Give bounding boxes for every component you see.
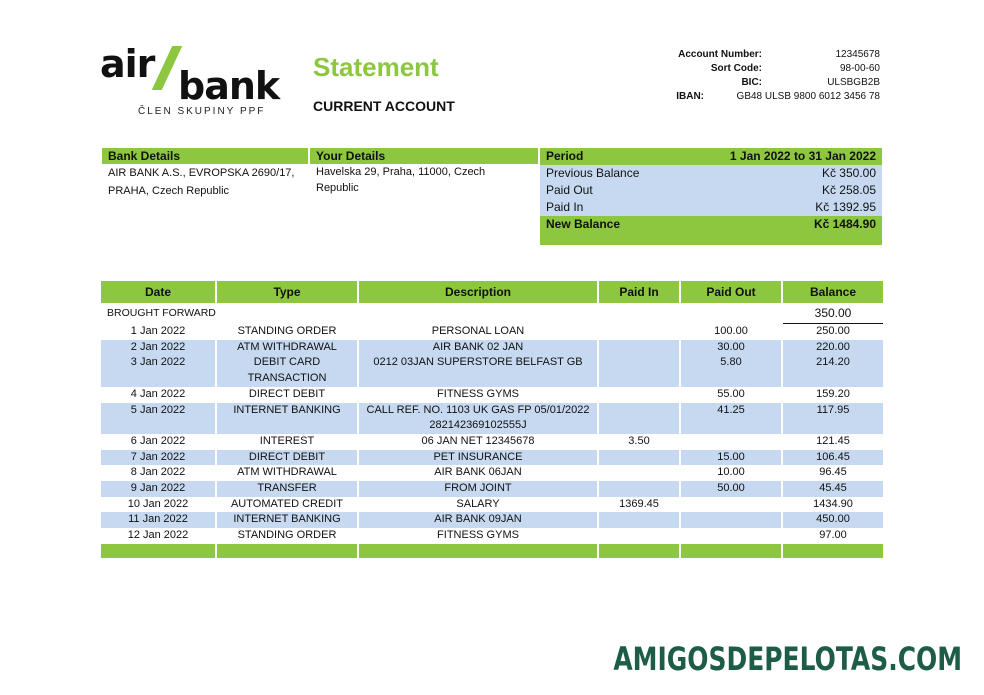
cell-date: 8 Jan 2022 (130, 466, 186, 479)
table-row (101, 340, 883, 356)
bank-details-heading: Bank Details (102, 148, 308, 164)
cell-balance: 159.20 (782, 387, 883, 403)
balance-summary (540, 148, 882, 245)
col-header-balance: Balance (782, 281, 883, 303)
period-row (540, 148, 882, 165)
cell-balance: 96.45 (782, 465, 883, 481)
table-row (101, 324, 883, 340)
footer-cell (216, 544, 358, 558)
cell-type: ATM WITHDRAWAL (216, 465, 358, 481)
cell-type: ATM WITHDRAWAL (216, 340, 358, 356)
col-header-description: Description (358, 281, 598, 303)
cell-type: INTERNET BANKING (216, 403, 358, 434)
table-row (101, 528, 883, 544)
cell-balance: 214.20 (782, 355, 883, 386)
col-header-type: Type (216, 281, 358, 303)
cell-date: 12 Jan 2022 (127, 529, 189, 542)
paid-out-label: Paid Out (546, 183, 593, 197)
new-balance-value: Kč 1484.90 (813, 217, 876, 231)
cell-paid-in: 3.50 (598, 434, 680, 450)
iban-label: IBAN: (676, 91, 704, 102)
previous-balance-label: Previous Balance (546, 166, 640, 180)
paid-out-row (540, 182, 882, 199)
iban-value: GB48 ULSB 9800 6012 3456 78 (736, 91, 880, 102)
cell-balance: 117.95 (782, 403, 883, 434)
bank-details-line1: AIR BANK A.S., EVROPSKA 2690/17, (108, 167, 295, 179)
cell-description: 06 JAN NET 12345678 (358, 434, 598, 450)
cell-type: STANDING ORDER (216, 528, 358, 544)
logo-word-air: air (100, 42, 155, 86)
cell-description: SALARY (358, 497, 598, 513)
air-bank-logo (100, 42, 280, 119)
table-row (101, 450, 883, 466)
cell-paid-in (598, 465, 680, 481)
bic-row (640, 76, 880, 90)
paid-in-value: Kč 1392.95 (815, 200, 876, 214)
cell-paid-in: 1369.45 (598, 497, 680, 513)
cell-paid-out: 100.00 (680, 324, 782, 340)
col-header-paid-out: Paid Out (680, 281, 782, 303)
cell-description: CALL REF. NO. 1103 UK GAS FP 05/01/2022 282142369102555J (358, 403, 598, 434)
statement-title: Statement (313, 52, 439, 82)
account-number-row (640, 48, 880, 62)
table-row (101, 481, 883, 497)
table-footer-bar (101, 544, 883, 558)
cell-paid-in (598, 528, 680, 544)
footer-cell (782, 544, 883, 558)
table-row (101, 387, 883, 403)
brought-forward-row (101, 303, 883, 324)
cell-date: 9 Jan 2022 (101, 481, 216, 497)
footer-cell (598, 544, 680, 558)
cell-date: 10 Jan 2022 (127, 497, 189, 510)
cell-paid-out: 55.00 (680, 387, 782, 403)
cell-paid-out: 10.00 (680, 465, 782, 481)
bic-value: ULSBGB2B (827, 77, 880, 88)
cell-balance: 97.00 (782, 528, 883, 544)
cell-paid-out (680, 497, 782, 513)
cell-type: DIRECT DEBIT (216, 387, 358, 403)
bank-details-line2: PRAHA, Czech Republic (108, 185, 230, 197)
summary-footer-bar (540, 233, 882, 245)
cell-description: AIR BANK 09JAN (358, 512, 598, 528)
cell-description: FITNESS GYMS (358, 528, 598, 544)
cell-type: DIRECT DEBIT (216, 450, 358, 466)
site-watermark: AMIGOSDEPELOTAS.COM (613, 640, 962, 678)
col-header-date: Date (101, 281, 216, 303)
your-details-block (310, 148, 538, 196)
new-balance-row (540, 216, 882, 233)
cell-date: 1 Jan 2022 (130, 324, 186, 337)
cell-balance: 220.00 (782, 340, 883, 356)
your-details-heading: Your Details (310, 148, 538, 164)
cell-type: INTEREST (216, 434, 358, 450)
cell-date: 5 Jan 2022 (101, 403, 216, 434)
paid-in-row (540, 199, 882, 216)
statement-subtitle: CURRENT ACCOUNT (313, 98, 455, 114)
cell-description: PERSONAL LOAN (358, 324, 598, 340)
account-info (640, 48, 880, 104)
footer-cell (101, 544, 216, 558)
cell-balance: 450.00 (782, 512, 883, 528)
cell-description: FITNESS GYMS (358, 387, 598, 403)
col-header-paid-in: Paid In (598, 281, 680, 303)
cell-paid-out: 41.25 (680, 403, 782, 434)
bic-label: BIC: (741, 77, 762, 88)
period-value: 1 Jan 2022 to 31 Jan 2022 (729, 149, 876, 163)
cell-type: DEBIT CARD TRANSACTION (216, 355, 358, 386)
cell-paid-out: 15.00 (680, 450, 782, 466)
table-row (101, 465, 883, 481)
cell-paid-out: 50.00 (680, 481, 782, 497)
previous-balance-value: Kč 350.00 (821, 166, 876, 180)
cell-paid-out (680, 434, 782, 450)
cell-balance: 121.45 (782, 434, 883, 450)
cell-paid-in (598, 481, 680, 497)
previous-balance-row (540, 165, 882, 182)
cell-balance: 45.45 (782, 481, 883, 497)
sort-code-label: Sort Code: (710, 63, 762, 74)
cell-date: 2 Jan 2022 (101, 340, 216, 356)
footer-cell (358, 544, 598, 558)
logo-word-bank: bank (178, 64, 280, 108)
period-label: Period (546, 149, 584, 163)
cell-paid-out (680, 512, 782, 528)
paid-out-value: Kč 258.05 (821, 183, 876, 197)
cell-type: AUTOMATED CREDIT (216, 497, 358, 513)
table-header-row (101, 281, 883, 303)
brought-forward-balance: 350.00 (782, 303, 883, 324)
cell-description: 0212 03JAN SUPERSTORE BELFAST GB (358, 355, 598, 386)
transactions-table (101, 281, 883, 558)
cell-paid-in (598, 387, 680, 403)
cell-date: 6 Jan 2022 (130, 434, 186, 447)
cell-paid-in (598, 340, 680, 356)
table-row (101, 434, 883, 450)
footer-cell (680, 544, 782, 558)
table-row (101, 403, 883, 434)
logo-tagline: ČLEN SKUPINY PPF (138, 106, 266, 117)
cell-type: TRANSFER (216, 481, 358, 497)
cell-paid-out: 30.00 (680, 340, 782, 356)
cell-description: PET INSURANCE (358, 450, 598, 466)
cell-paid-out: 5.80 (680, 355, 782, 386)
paid-in-label: Paid In (546, 200, 584, 214)
cell-balance: 250.00 (782, 324, 883, 340)
sort-code-row (640, 62, 880, 76)
new-balance-label: New Balance (546, 217, 621, 231)
brought-forward-label: BROUGHT FORWARD (107, 307, 216, 319)
cell-type: INTERNET BANKING (216, 512, 358, 528)
account-number-label: Account Number: (678, 49, 762, 60)
cell-date: 11 Jan 2022 (101, 512, 216, 528)
cell-description: AIR BANK 06JAN (358, 465, 598, 481)
iban-row (640, 90, 880, 104)
cell-balance: 1434.90 (782, 497, 883, 513)
cell-description: FROM JOINT (358, 481, 598, 497)
cell-balance: 106.45 (782, 450, 883, 466)
cell-date: 7 Jan 2022 (101, 450, 216, 466)
cell-paid-in (598, 403, 680, 434)
table-row (101, 355, 883, 386)
cell-paid-in (598, 512, 680, 528)
your-details-line1: Havelska 29, Praha, 11000, Czech (316, 166, 486, 178)
cell-paid-out (680, 528, 782, 544)
cell-paid-in (598, 324, 680, 340)
cell-date: 3 Jan 2022 (101, 355, 216, 386)
sort-code-value: 98-00-60 (839, 63, 880, 74)
cell-paid-in (598, 450, 680, 466)
table-row (101, 497, 883, 513)
bank-details-block (102, 148, 308, 200)
cell-type: STANDING ORDER (216, 324, 358, 340)
account-number-value: 12345678 (835, 49, 880, 60)
table-row (101, 512, 883, 528)
your-details-line2: Republic (316, 182, 359, 194)
cell-paid-in (598, 355, 680, 386)
cell-date: 4 Jan 2022 (130, 387, 186, 400)
cell-description: AIR BANK 02 JAN (358, 340, 598, 356)
